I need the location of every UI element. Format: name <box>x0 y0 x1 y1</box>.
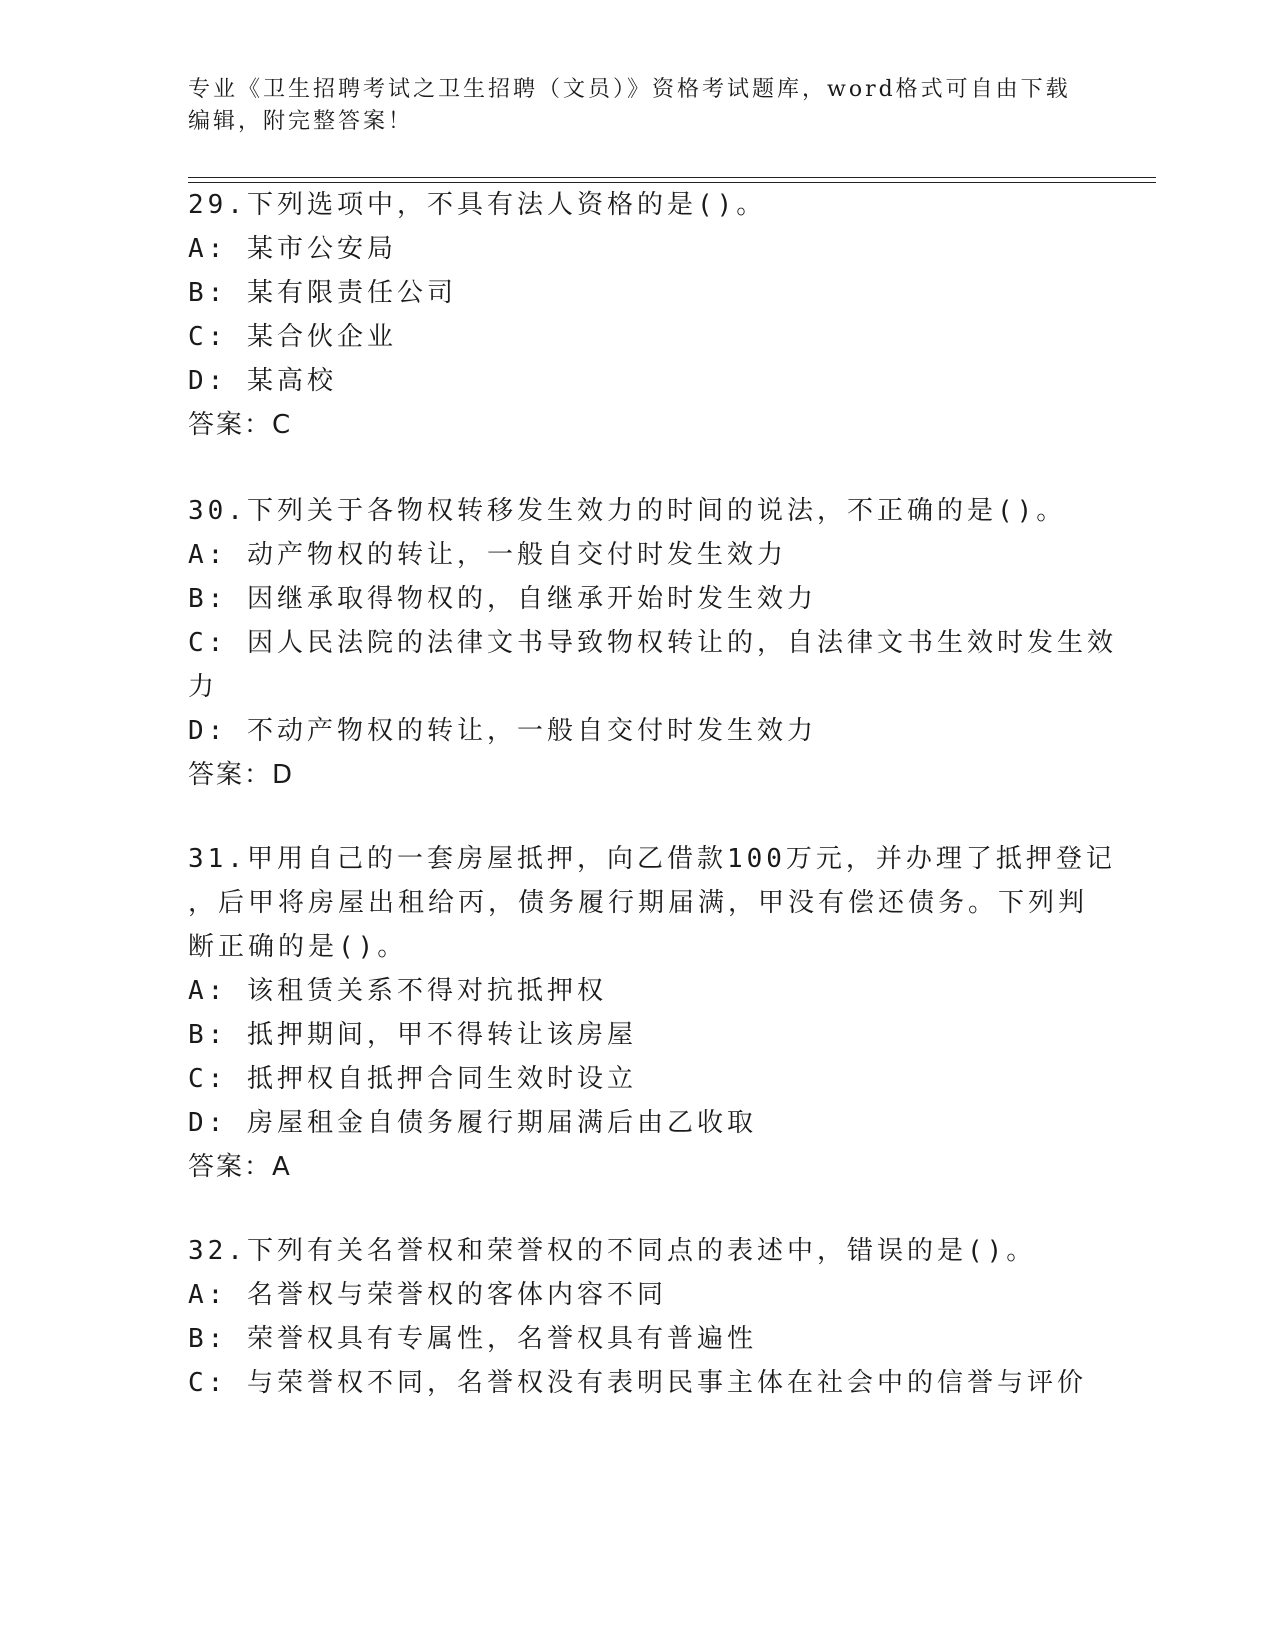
header-divider-bottom <box>188 182 1156 183</box>
question-29-option-a: A: 某市公安局 <box>188 234 397 264</box>
question-29-option-c: C: 某合伙企业 <box>188 322 397 352</box>
question-30-option-a: A: 动产物权的转让，一般自交付时发生效力 <box>188 540 787 570</box>
question-30-answer: 答案：D <box>188 760 295 790</box>
question-29-option-b: B: 某有限责任公司 <box>188 278 457 308</box>
question-32-option-b: B: 荣誉权具有专属性，名誉权具有普遍性 <box>188 1324 757 1354</box>
header-line-1: 专业《卫生招聘考试之卫生招聘（文员）》资格考试题库，word格式可自由下载 <box>188 77 1071 102</box>
document-header <box>188 74 1088 138</box>
question-29-option-d: D: 某高校 <box>188 366 337 396</box>
question-31-option-b: B: 抵押期间，甲不得转让该房屋 <box>188 1020 637 1050</box>
question-31-stem-line-2: ，后甲将房屋出租给丙，债务履行期届满，甲没有偿还债务。下列判 <box>188 888 1089 918</box>
question-31-stem-line-3: 断正确的是()。 <box>188 932 408 962</box>
question-29-answer: 答案：C <box>188 410 293 440</box>
question-30-stem: 30.下列关于各物权转移发生效力的时间的说法，不正确的是()。 <box>188 496 1067 526</box>
question-32-stem: 32.下列有关名誉权和荣誉权的不同点的表述中，错误的是()。 <box>188 1236 1037 1266</box>
question-29-stem: 29.下列选项中，不具有法人资格的是()。 <box>188 190 767 220</box>
question-31-option-d: D: 房屋租金自债务履行期届满后由乙收取 <box>188 1108 757 1138</box>
question-32-option-a: A: 名誉权与荣誉权的客体内容不同 <box>188 1280 667 1310</box>
header-line-2: 编辑，附完整答案！ <box>188 109 414 134</box>
question-31-answer: 答案：A <box>188 1152 292 1182</box>
header-divider-top <box>188 177 1156 178</box>
question-32-option-c: C: 与荣誉权不同，名誉权没有表明民事主体在社会中的信誉与评价 <box>188 1368 1087 1398</box>
question-31-stem-line-1: 31.甲用自己的一套房屋抵押，向乙借款100万元，并办理了抵押登记 <box>188 844 1116 874</box>
question-31-option-a: A: 该租赁关系不得对抗抵押权 <box>188 976 607 1006</box>
question-30-option-b: B: 因继承取得物权的，自继承开始时发生效力 <box>188 584 817 614</box>
question-30-option-d: D: 不动产物权的转让，一般自交付时发生效力 <box>188 716 817 746</box>
question-31-option-c: C: 抵押权自抵押合同生效时设立 <box>188 1064 637 1094</box>
question-30-option-c-continued: 力 <box>188 672 219 702</box>
question-30-option-c: C: 因人民法院的法律文书导致物权转让的，自法律文书生效时发生效 <box>188 628 1117 658</box>
